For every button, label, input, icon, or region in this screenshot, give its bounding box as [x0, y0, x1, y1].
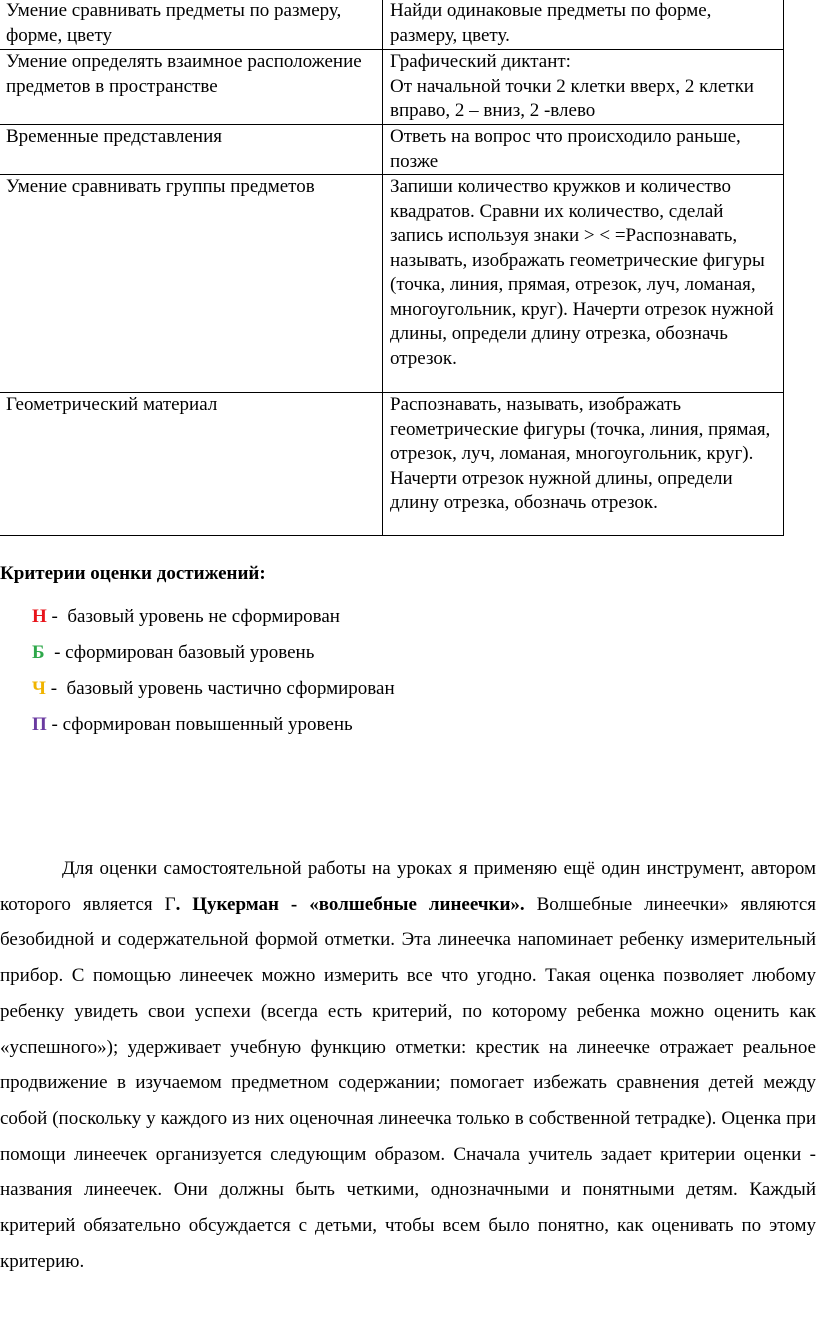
paragraph-text: Волшебные линеечки» являются безобидной и содержательной формой отметки. Эта линеечка напоминает ребенку измерительный прибор. С помощью линеечек можно измерить все что угодно. Такая оценка позволяет любому ребенку увидеть свои успехи (всегда есть критерий, по которому ребенка можно оценить как «успешного»); удерживает учебную функцию отметки: крестик на линеечке отражает реальное продвижение в изучаемом предметном содержании; помогает избежать сравнения детей между собой (поскольку у каждого из них оценочная линеечка только в собственной тетрадке). Оценка при помощи линеечек организуется следующим образом. Сначала учитель задает критерии оценки - названия линеечек. Они должны быть четкими, однозначными и понятными детям. Каждый критерий обязательно обсуждается с детьми, чтобы всем было понятно, как оценивать по этому критерию.	[0, 893, 816, 1272]
skill-cell: Умение сравнивать предметы по размеру, форме, цвету	[0, 0, 383, 50]
skill-cell: Временные представления	[0, 125, 383, 175]
body-paragraph	[0, 851, 816, 1279]
table-row	[0, 50, 784, 125]
legend-letter: Н	[32, 606, 47, 627]
legend-item	[32, 605, 395, 641]
table-row	[0, 175, 784, 393]
skill-cell: Умение определять взаимное расположение предметов в пространстве	[0, 50, 383, 125]
task-cell: Распознавать, называть, изображать геометрические фигуры (точка, линия, прямая, отрезок, луч, ломаная, многоугольник, круг). Начерти отрезок нужной длины, определи длину отрезка, обозначь отрезок.	[383, 393, 784, 536]
legend-item	[32, 713, 395, 749]
task-cell: Найди одинаковые предметы по форме, размеру, цвету.	[383, 0, 784, 50]
legend-letter: Б	[32, 642, 45, 663]
skill-cell: Умение сравнивать группы предметов	[0, 175, 383, 393]
legend-letter: П	[32, 714, 47, 735]
criteria-legend	[32, 605, 395, 749]
table-row	[0, 0, 784, 50]
legend-text: - базовый уровень частично сформирован	[45, 678, 395, 699]
legend-text: - сформирован повышенный уровень	[46, 714, 353, 735]
paragraph-bold-text: . Цукерман - «волшебные линеечки».	[175, 893, 525, 915]
task-cell: Ответь на вопрос что происходило раньше, позже	[383, 125, 784, 175]
task-cell: Запиши количество кружков и количество квадратов. Сравни их количество, сделай запись используя знаки > < =Распознавать, называть, изображать геометрические фигуры (точка, линия, прямая, отрезок, луч, ломаная, многоугольник, круг). Начерти отрезок нужной длины, определи длину отрезка, обозначь отрезок.	[383, 175, 784, 393]
legend-item	[32, 677, 395, 713]
legend-text: - базовый уровень не сформирован	[46, 606, 340, 627]
task-cell: Графический диктант: От начальной точки 2 клетки вверх, 2 клетки вправо, 2 – вниз, 2 -влево	[383, 50, 784, 125]
criteria-title: Критерии оценки достижений:	[0, 563, 266, 584]
table-row	[0, 393, 784, 536]
paragraph-text: Для оценки самостоятельной работы на уроках я применяю ещё один инструмент, автором которого является Г	[0, 858, 816, 915]
legend-letter: Ч	[32, 678, 46, 699]
table-row	[0, 125, 784, 175]
skills-table	[0, 0, 784, 536]
skill-cell: Геометрический материал	[0, 393, 383, 536]
legend-item	[32, 641, 395, 677]
legend-text: - сформирован базовый уровень	[44, 642, 315, 663]
